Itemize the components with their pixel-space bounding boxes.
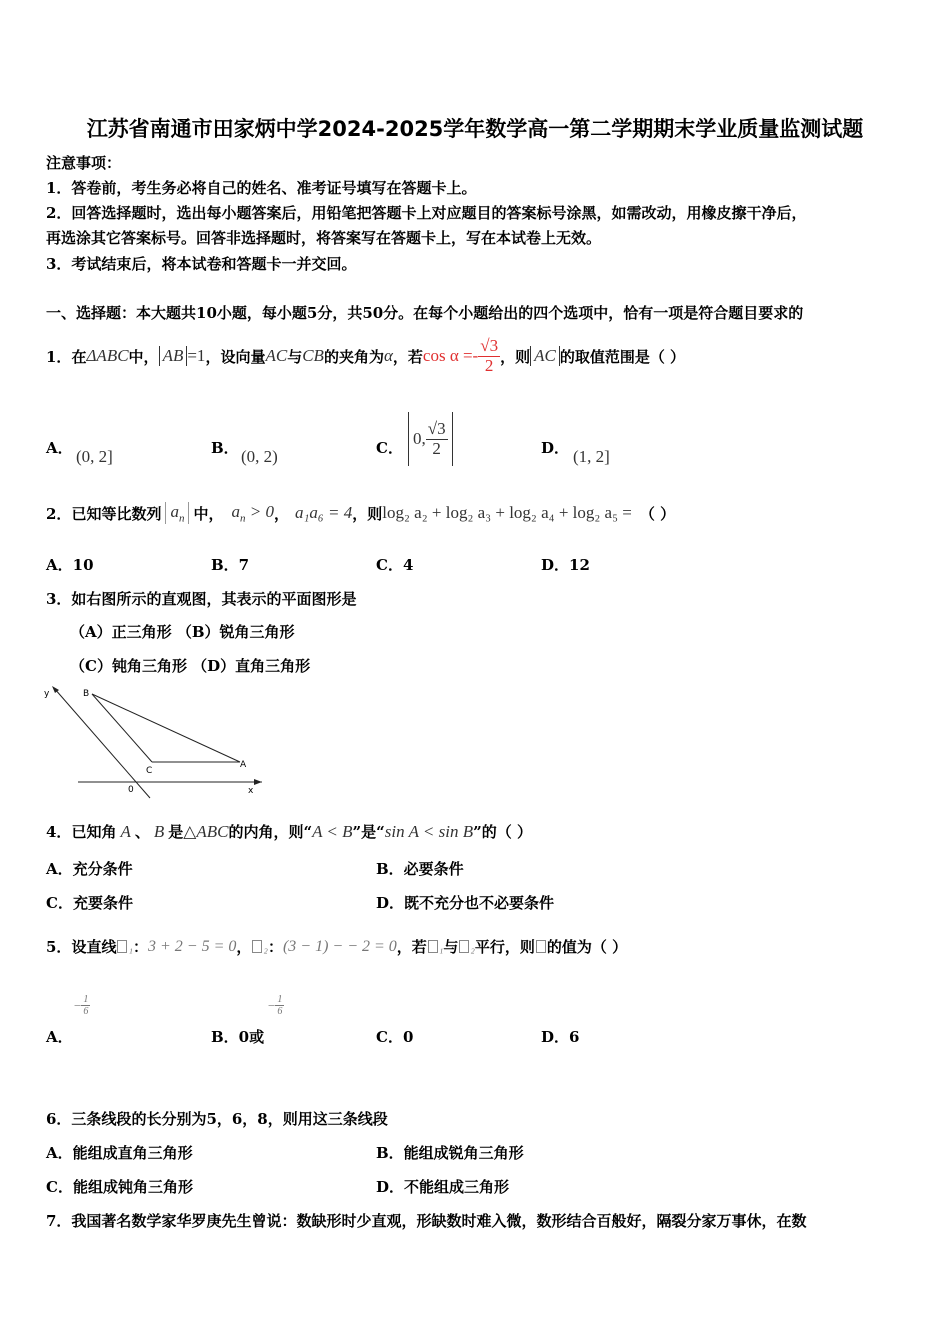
q1-fraction-num: √3 — [480, 335, 499, 355]
label-c: C — [146, 766, 153, 776]
label-b: B — [83, 689, 90, 699]
missing-glyph-icon — [252, 940, 262, 953]
missing-glyph-icon — [428, 940, 438, 953]
q1-option-d-value: (1, 2] — [573, 447, 610, 466]
q5-l1: ₁ — [128, 938, 133, 954]
q5-option-b: B．0或 — [211, 1028, 265, 1046]
q5-text: ： — [132, 938, 148, 956]
q3-figure — [40, 682, 270, 800]
q2-sequence — [165, 502, 189, 524]
q1-option-c-num: √3 — [427, 418, 446, 438]
q6-stem: 6．三条线段的长分别为5，6，8，则用这三条线段 — [46, 1110, 388, 1128]
q4-cond1: A < B — [312, 821, 353, 841]
q5-eq1: 3 + 2 − 5 = 0 — [148, 937, 237, 955]
q2-number: 2． — [46, 504, 72, 523]
q5-b-fraction — [275, 994, 284, 1017]
q4-b: B — [153, 821, 165, 841]
x-axis-arrow — [254, 779, 262, 785]
q5-option-a-value — [74, 994, 90, 1017]
notice-item-1: 1．答卷前，考生务必将自己的姓名、准考证号填写在答题卡上。 — [46, 179, 477, 197]
label-y: y — [44, 689, 50, 699]
q1-text: ，若 — [392, 347, 423, 366]
q6-option-a: A．能组成直角三角形 — [46, 1144, 193, 1162]
q2-text: 中， — [193, 504, 224, 523]
q2-option-b: B．7 — [211, 556, 250, 574]
question-4 — [46, 821, 532, 842]
q1-fraction-den: 2 — [484, 355, 494, 375]
q6-option-b: B．能组成锐角三角形 — [376, 1144, 524, 1162]
q1-text: 的取值范围是（ ） — [559, 347, 686, 366]
q4-text: ”的（ ） — [473, 823, 532, 841]
page-title: 江苏省南通市田家炳中学2024-2025学年数学高一第二学期期末学业质量监测试题 — [86, 117, 864, 141]
q1-option-d: D． — [541, 439, 570, 457]
missing-glyph-icon — [536, 940, 546, 953]
q2-option-a: A．10 — [46, 556, 94, 574]
q2-cond2: a₁a₆ = 4 — [294, 503, 353, 522]
q5-b-den: 6 — [277, 1006, 283, 1017]
q6-option-d: D．不能组成三角形 — [376, 1178, 510, 1196]
q4-cond2: sin A < sin B — [384, 821, 474, 841]
notice-heading: 注意事项： — [46, 154, 122, 172]
q5-a-minus: − — [74, 997, 82, 1013]
q2-cond1: $a_n > 0$ — [231, 501, 274, 525]
question-2 — [46, 496, 675, 530]
q1-option-a-value: (0, 2] — [76, 447, 113, 466]
q7-stem: 7．我国著名数学家华罗庚先生曾说：数缺形时少直观，形缺数时难入微，数形结合百般好，隔裂分家万事休，在数 — [46, 1212, 807, 1230]
q1-option-c-den: 2 — [432, 438, 441, 458]
q4-text: ”是“ — [352, 823, 385, 841]
q1-vector-ab: AB — [159, 346, 188, 366]
q4-option-d: D．既不充分也不必要条件 — [376, 894, 555, 912]
q5-l2: ₂ — [263, 938, 268, 954]
q5-a-fraction — [81, 994, 90, 1017]
q1-text: 在 — [71, 347, 87, 366]
q1-cos: cos α =- — [422, 346, 479, 365]
q4-text: 、 — [134, 823, 150, 841]
q1-text: 中， — [128, 347, 159, 366]
q1-number: 1． — [46, 347, 72, 366]
q5-number: 5． — [46, 938, 72, 956]
missing-glyph-icon — [459, 940, 469, 953]
q1-alpha: α — [383, 346, 393, 365]
q5-text: ： — [267, 938, 283, 956]
q5-option-a: A． — [46, 1028, 73, 1046]
q1-option-a: A． — [46, 439, 73, 457]
triangle-side-bc — [92, 694, 152, 762]
q4-option-b: B．必要条件 — [376, 860, 464, 878]
q2-option-d: D．12 — [541, 556, 590, 574]
q5-option-c: C．0 — [376, 1028, 414, 1046]
q5-text: 的值为（ ） — [546, 938, 628, 956]
notice-item-2b: 再选涂其它答案标号。回答非选择题时，将答案写在答题卡上，写在本试卷上无效。 — [46, 229, 602, 247]
q2-cond1-a: a — [231, 501, 240, 521]
q1-vector-ac: AC — [265, 346, 288, 365]
q1-option-c: C． — [376, 439, 403, 457]
missing-glyph-icon — [117, 940, 127, 953]
q1-option-c-zero: 0, — [413, 429, 426, 448]
q3-options-ab: （A）正三角形 （B）锐角三角形 — [70, 623, 295, 641]
label-x: x — [248, 786, 254, 796]
q2-text: 已知等比数列 — [71, 504, 162, 523]
q5-l2: ₂ — [470, 938, 475, 954]
notice-item-3: 3．考试结束后，将本试卷和答题卡一并交回。 — [46, 255, 357, 273]
q5-text: 与 — [443, 938, 459, 956]
q1-text: ，设向量 — [205, 347, 266, 366]
q4-text: 是 — [168, 823, 184, 841]
q5-text: ， — [236, 938, 252, 956]
question-5 — [46, 936, 627, 957]
q1-option-c-fraction — [426, 420, 448, 458]
q4-option-c: C．充要条件 — [46, 894, 133, 912]
q2-option-c: C．4 — [376, 556, 414, 574]
q1-option-b: B． — [211, 439, 239, 457]
triangle-side-ba — [92, 694, 240, 762]
q4-a: A — [120, 821, 131, 841]
q1-text: 的夹角为 — [323, 347, 384, 366]
q4-number: 4． — [46, 823, 72, 841]
q5-option-b-value — [268, 994, 284, 1017]
q5-l1: ₁ — [438, 938, 444, 954]
label-a: A — [240, 760, 247, 770]
q1-text: 与 — [287, 347, 303, 366]
q2-text: ，则 — [352, 504, 383, 523]
q1-fraction — [478, 337, 500, 375]
q1-vector-cb: CB — [302, 346, 324, 365]
q6-option-c: C．能组成钝角三角形 — [46, 1178, 193, 1196]
q5-b-num: 1 — [277, 994, 283, 1005]
q2-n: n — [178, 512, 185, 525]
q2-text: ， — [273, 504, 289, 523]
q4-text: 的内角，则“ — [228, 823, 313, 841]
q5-b-minus: − — [268, 997, 276, 1013]
q5-text: 平行，则 — [474, 938, 535, 956]
q1-text: ，则 — [500, 347, 531, 366]
q1-triangle: ΔABC — [86, 346, 129, 365]
q2-a: a — [170, 501, 179, 521]
question-1 — [46, 336, 685, 376]
q5-option-d: D．6 — [541, 1028, 580, 1046]
q4-option-a: A．充分条件 — [46, 860, 133, 878]
q4-triangle: △ABC — [183, 821, 229, 841]
q1-eq: =1 — [187, 346, 206, 365]
q3-options-cd: （C）钝角三角形 （D）直角三角形 — [70, 657, 311, 675]
notice-item-2a: 2．回答选择题时，选出每小题答案后，用铅笔把答题卡上对应题目的答案标号涂黑，如需改动，用橡皮擦干净后， — [46, 204, 807, 222]
q1-vector-ac-abs: AC — [530, 346, 560, 366]
q4-text: 已知角 — [71, 823, 117, 841]
q2-text: （ ） — [639, 504, 676, 523]
q2-cond1-rest: > 0 — [245, 501, 274, 521]
section-heading: 一、选择题：本大题共10小题，每小题5分，共50分。在每个小题给出的四个选项中，恰有一项是符合题目要求的 — [46, 304, 804, 322]
q5-a-num: 1 — [83, 994, 89, 1005]
q1-option-c-value — [408, 412, 453, 466]
q5-text: 设直线 — [71, 938, 117, 956]
q5-eq2: (3 − 1) − − 2 = 0 — [282, 937, 397, 955]
q5-a-den: 6 — [83, 1006, 89, 1017]
q2-expression: log₂ a₂ + log₂ a₃ + log₂ a₄ + log₂ a₅ = — [382, 503, 632, 522]
q3-stem: 3．如右图所示的直观图，其表示的平面图形是 — [46, 590, 357, 608]
q1-option-b-value: (0, 2) — [241, 447, 278, 466]
q5-text: ，若 — [396, 938, 427, 956]
label-origin: 0 — [128, 785, 134, 795]
